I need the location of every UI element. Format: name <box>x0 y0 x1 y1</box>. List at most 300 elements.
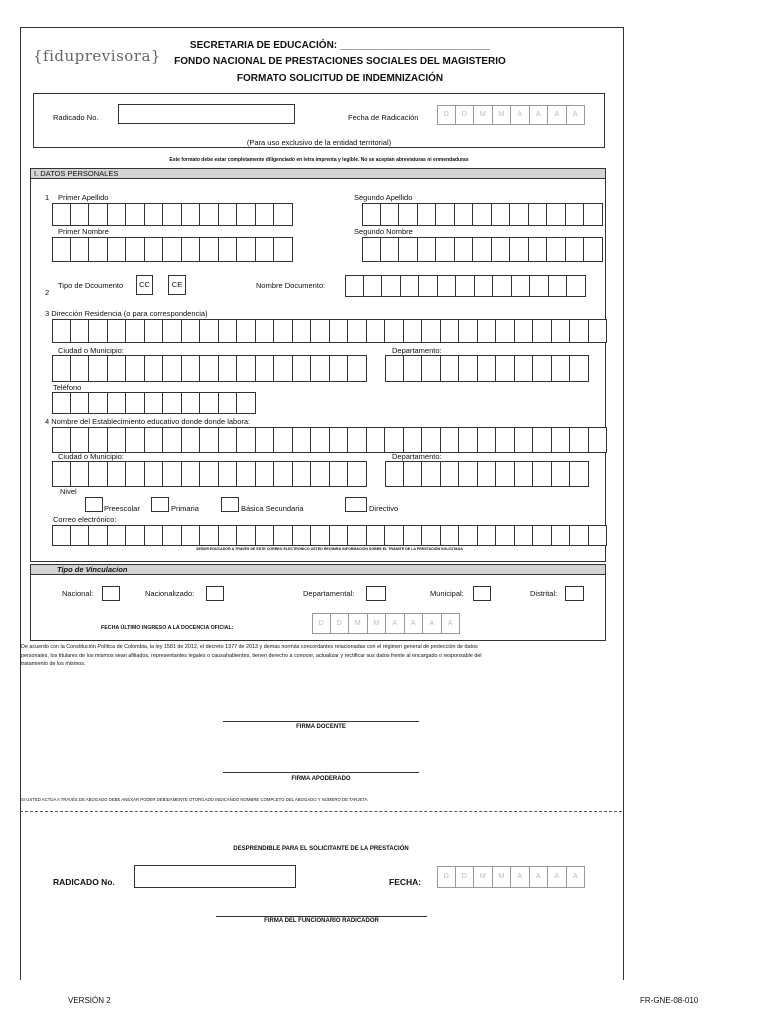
input-cell[interactable] <box>385 355 404 382</box>
input-cell[interactable] <box>237 237 256 262</box>
input-cell[interactable] <box>237 319 256 343</box>
input-cell[interactable] <box>52 355 71 382</box>
departamento-establecimiento-input[interactable] <box>385 461 589 487</box>
ciudad-establecimiento-input[interactable] <box>52 461 367 487</box>
radicado-label: Radicado No. <box>53 113 99 122</box>
input-cell[interactable] <box>399 237 418 262</box>
cut-line <box>20 811 622 812</box>
input-cell[interactable] <box>459 427 478 453</box>
primaria-checkbox[interactable] <box>151 497 169 512</box>
input-cell[interactable] <box>570 525 589 546</box>
date-cell[interactable]: M <box>349 613 368 634</box>
input-cell[interactable] <box>163 461 182 487</box>
correo-input[interactable] <box>52 525 607 546</box>
input-cell[interactable] <box>71 525 90 546</box>
primer-nombre-input[interactable] <box>52 237 293 262</box>
directivo-checkbox[interactable] <box>345 497 367 512</box>
nacionalizado-checkbox[interactable] <box>206 586 224 601</box>
nombre-documento-input[interactable] <box>345 275 586 297</box>
date-cell[interactable]: A <box>530 105 549 125</box>
date-cell[interactable]: D <box>437 866 456 888</box>
input-cell[interactable] <box>200 319 219 343</box>
input-cell[interactable] <box>293 427 312 453</box>
input-cell[interactable] <box>237 392 256 414</box>
input-cell[interactable] <box>200 461 219 487</box>
input-cell[interactable] <box>510 203 529 226</box>
preescolar-checkbox[interactable] <box>85 497 103 512</box>
input-cell[interactable] <box>515 355 534 382</box>
input-cell[interactable] <box>459 355 478 382</box>
input-cell[interactable] <box>71 392 90 414</box>
input-cell[interactable] <box>274 525 293 546</box>
municipal-label: Municipal: <box>430 589 464 598</box>
input-cell[interactable] <box>345 275 364 297</box>
input-cell[interactable] <box>399 203 418 226</box>
input-cell[interactable] <box>108 461 127 487</box>
input-cell[interactable] <box>492 203 511 226</box>
abogado-note: SI USTED ACTÚA A TRAVÉS DE ABOGADO DEBE ANEXAR PODER DEBIDAMENTE OTORGADO INDICANDO NOMBRE COMPLETO DEL ABOGADO Y NÚMERO DE TARJETA <box>21 797 368 802</box>
nacional-label: Nacional: <box>62 589 94 598</box>
input-cell[interactable] <box>533 525 552 546</box>
input-cell[interactable] <box>529 203 548 226</box>
input-cell[interactable] <box>71 427 90 453</box>
input-cell[interactable] <box>145 319 164 343</box>
input-cell[interactable] <box>570 427 589 453</box>
input-cell[interactable] <box>126 427 145 453</box>
input-cell[interactable] <box>382 275 401 297</box>
input-cell[interactable] <box>71 461 90 487</box>
input-cell[interactable] <box>552 319 571 343</box>
input-cell[interactable] <box>182 461 201 487</box>
input-cell[interactable] <box>108 237 127 262</box>
telefono-input[interactable] <box>52 392 256 414</box>
input-cell[interactable] <box>256 427 275 453</box>
input-cell[interactable] <box>473 203 492 226</box>
establecimiento-input[interactable] <box>52 427 607 453</box>
input-cell[interactable] <box>533 461 552 487</box>
input-cell[interactable] <box>200 355 219 382</box>
input-cell[interactable] <box>126 525 145 546</box>
input-cell[interactable] <box>436 237 455 262</box>
desprendible-fecha-label: FECHA: <box>389 877 422 887</box>
input-cell[interactable] <box>348 461 367 487</box>
input-cell[interactable] <box>404 319 423 343</box>
input-cell[interactable] <box>589 525 608 546</box>
input-cell[interactable] <box>566 237 585 262</box>
input-cell[interactable] <box>89 355 108 382</box>
input-cell[interactable] <box>496 427 515 453</box>
input-cell[interactable] <box>475 275 494 297</box>
input-cell[interactable] <box>422 525 441 546</box>
date-cell[interactable]: A <box>423 613 442 634</box>
input-cell[interactable] <box>274 461 293 487</box>
input-cell[interactable] <box>219 525 238 546</box>
input-cell[interactable] <box>108 203 127 226</box>
ciudad-establecimiento-label: Ciudad o Municipio: <box>58 452 124 461</box>
input-cell[interactable] <box>293 355 312 382</box>
input-cell[interactable] <box>182 319 201 343</box>
field-number-1: 1 <box>45 193 50 202</box>
input-cell[interactable] <box>552 461 571 487</box>
input-cell[interactable] <box>455 203 474 226</box>
radicado-input[interactable] <box>118 104 295 124</box>
input-cell[interactable] <box>200 203 219 226</box>
input-cell[interactable] <box>552 355 571 382</box>
input-cell[interactable] <box>419 275 438 297</box>
input-cell[interactable] <box>552 525 571 546</box>
input-cell[interactable] <box>348 427 367 453</box>
input-cell[interactable] <box>311 319 330 343</box>
input-cell[interactable] <box>182 525 201 546</box>
input-cell[interactable] <box>367 427 386 453</box>
cc-checkbox[interactable]: CC <box>136 275 153 295</box>
input-cell[interactable] <box>182 427 201 453</box>
input-cell[interactable] <box>330 355 349 382</box>
input-cell[interactable] <box>330 525 349 546</box>
input-cell[interactable] <box>492 237 511 262</box>
input-cell[interactable] <box>584 203 603 226</box>
fecha-radicacion-input[interactable] <box>437 105 585 125</box>
input-cell[interactable] <box>515 319 534 343</box>
input-cell[interactable] <box>311 427 330 453</box>
input-cell[interactable] <box>496 461 515 487</box>
input-cell[interactable] <box>89 461 108 487</box>
input-cell[interactable] <box>441 427 460 453</box>
date-cell[interactable]: A <box>386 613 405 634</box>
input-cell[interactable] <box>237 427 256 453</box>
input-cell[interactable] <box>367 319 386 343</box>
input-cell[interactable] <box>256 319 275 343</box>
input-cell[interactable] <box>311 461 330 487</box>
input-cell[interactable] <box>473 237 492 262</box>
input-cell[interactable] <box>459 461 478 487</box>
input-cell[interactable] <box>459 319 478 343</box>
input-cell[interactable] <box>219 427 238 453</box>
input-cell[interactable] <box>293 461 312 487</box>
input-cell[interactable] <box>348 355 367 382</box>
input-cell[interactable] <box>496 355 515 382</box>
input-cell[interactable] <box>512 275 531 297</box>
date-cell[interactable]: M <box>368 613 387 634</box>
input-cell[interactable] <box>422 319 441 343</box>
input-cell[interactable] <box>385 319 404 343</box>
input-cell[interactable] <box>529 237 548 262</box>
input-cell[interactable] <box>362 237 381 262</box>
input-cell[interactable] <box>256 461 275 487</box>
input-cell[interactable] <box>71 203 90 226</box>
date-cell[interactable]: A <box>442 613 461 634</box>
input-cell[interactable] <box>71 319 90 343</box>
input-cell[interactable] <box>256 355 275 382</box>
input-cell[interactable] <box>530 275 549 297</box>
input-cell[interactable] <box>478 355 497 382</box>
vinculacion-header: Tipo de Vinculacion <box>30 564 606 575</box>
input-cell[interactable] <box>455 237 474 262</box>
date-cell[interactable]: A <box>567 105 586 125</box>
input-cell[interactable] <box>256 203 275 226</box>
input-cell[interactable] <box>108 355 127 382</box>
date-cell[interactable]: M <box>493 866 512 888</box>
version-label: VERSIÓN 2 <box>68 996 111 1005</box>
input-cell[interactable] <box>478 525 497 546</box>
nacional-checkbox[interactable] <box>102 586 120 601</box>
input-cell[interactable] <box>533 427 552 453</box>
input-cell[interactable] <box>126 319 145 343</box>
input-cell[interactable] <box>145 392 164 414</box>
input-cell[interactable] <box>182 203 201 226</box>
input-cell[interactable] <box>422 355 441 382</box>
date-cell[interactable]: A <box>567 866 586 888</box>
input-cell[interactable] <box>52 237 71 262</box>
ciudad-input[interactable] <box>52 355 367 382</box>
legal-line-3: tratamiento de los mismos. <box>21 661 86 668</box>
input-cell[interactable] <box>293 319 312 343</box>
input-cell[interactable] <box>385 427 404 453</box>
input-cell[interactable] <box>52 461 71 487</box>
input-cell[interactable] <box>401 275 420 297</box>
firma-apoderado-line <box>223 772 419 773</box>
input-cell[interactable] <box>237 461 256 487</box>
input-cell[interactable] <box>493 275 512 297</box>
date-cell[interactable]: M <box>474 105 493 125</box>
input-cell[interactable] <box>126 392 145 414</box>
input-cell[interactable] <box>126 237 145 262</box>
desprendible-radicado-input[interactable] <box>134 865 296 888</box>
date-cell[interactable]: M <box>474 866 493 888</box>
establecimiento-label: 4 Nombre del Establecimiento educativo donde donde labora: <box>45 417 251 426</box>
input-cell[interactable] <box>330 427 349 453</box>
input-cell[interactable] <box>182 355 201 382</box>
input-cell[interactable] <box>348 525 367 546</box>
input-cell[interactable] <box>510 237 529 262</box>
input-cell[interactable] <box>381 203 400 226</box>
input-cell[interactable] <box>348 319 367 343</box>
date-cell[interactable]: A <box>405 613 424 634</box>
input-cell[interactable] <box>108 525 127 546</box>
input-cell[interactable] <box>330 461 349 487</box>
input-cell[interactable] <box>89 427 108 453</box>
date-cell[interactable]: D <box>331 613 350 634</box>
input-cell[interactable] <box>478 319 497 343</box>
input-cell[interactable] <box>52 525 71 546</box>
date-cell[interactable]: A <box>530 866 549 888</box>
date-cell[interactable]: M <box>493 105 512 125</box>
distrital-checkbox[interactable] <box>565 586 584 601</box>
input-cell[interactable] <box>145 525 164 546</box>
input-cell[interactable] <box>108 319 127 343</box>
input-cell[interactable] <box>89 319 108 343</box>
input-cell[interactable] <box>163 237 182 262</box>
departamental-checkbox[interactable] <box>366 586 386 601</box>
input-cell[interactable] <box>441 355 460 382</box>
input-cell[interactable] <box>237 525 256 546</box>
input-cell[interactable] <box>126 203 145 226</box>
input-cell[interactable] <box>145 355 164 382</box>
date-cell[interactable]: D <box>456 105 475 125</box>
input-cell[interactable] <box>549 275 568 297</box>
input-cell[interactable] <box>182 237 201 262</box>
input-cell[interactable] <box>478 427 497 453</box>
date-cell[interactable]: A <box>548 866 567 888</box>
input-cell[interactable] <box>89 392 108 414</box>
input-cell[interactable] <box>418 237 437 262</box>
input-cell[interactable] <box>52 319 71 343</box>
input-cell[interactable] <box>362 203 381 226</box>
date-cell[interactable]: D <box>456 866 475 888</box>
input-cell[interactable] <box>515 427 534 453</box>
input-cell[interactable] <box>126 461 145 487</box>
input-cell[interactable] <box>570 461 589 487</box>
input-cell[interactable] <box>438 275 457 297</box>
input-cell[interactable] <box>436 203 455 226</box>
input-cell[interactable] <box>567 275 586 297</box>
input-cell[interactable] <box>533 355 552 382</box>
departamento-input[interactable] <box>385 355 589 382</box>
input-cell[interactable] <box>404 525 423 546</box>
input-cell[interactable] <box>71 355 90 382</box>
input-cell[interactable] <box>404 355 423 382</box>
input-cell[interactable] <box>515 525 534 546</box>
input-cell[interactable] <box>145 237 164 262</box>
input-cell[interactable] <box>570 355 589 382</box>
secretaria-heading: SECRETARIA DE EDUCACIÓN: ___________________________ <box>189 40 491 51</box>
input-cell[interactable] <box>219 319 238 343</box>
input-cell[interactable] <box>256 237 275 262</box>
direccion-input[interactable] <box>52 319 607 343</box>
date-cell[interactable]: A <box>511 105 530 125</box>
input-cell[interactable] <box>496 525 515 546</box>
input-cell[interactable] <box>219 392 238 414</box>
date-cell[interactable]: A <box>511 866 530 888</box>
input-cell[interactable] <box>441 461 460 487</box>
input-cell[interactable] <box>533 319 552 343</box>
input-cell[interactable] <box>145 427 164 453</box>
input-cell[interactable] <box>200 427 219 453</box>
input-cell[interactable] <box>547 203 566 226</box>
input-cell[interactable] <box>418 203 437 226</box>
input-cell[interactable] <box>89 525 108 546</box>
input-cell[interactable] <box>219 203 238 226</box>
input-cell[interactable] <box>145 461 164 487</box>
input-cell[interactable] <box>163 525 182 546</box>
input-cell[interactable] <box>237 355 256 382</box>
input-cell[interactable] <box>566 203 585 226</box>
input-cell[interactable] <box>584 237 603 262</box>
input-cell[interactable] <box>219 237 238 262</box>
input-cell[interactable] <box>274 427 293 453</box>
uso-exclusivo-note: (Para uso exclusivo de la entidad territorial) <box>246 138 392 147</box>
input-cell[interactable] <box>200 392 219 414</box>
fecha-ingreso-input[interactable] <box>312 613 460 634</box>
input-cell[interactable] <box>311 525 330 546</box>
input-cell[interactable] <box>404 461 423 487</box>
date-cell[interactable]: D <box>437 105 456 125</box>
input-cell[interactable] <box>478 461 497 487</box>
input-cell[interactable] <box>182 392 201 414</box>
input-cell[interactable] <box>126 355 145 382</box>
input-cell[interactable] <box>200 237 219 262</box>
datos-personales-header: I. DATOS PERSONALES <box>30 168 606 179</box>
input-cell[interactable] <box>422 461 441 487</box>
input-cell[interactable] <box>89 237 108 262</box>
input-cell[interactable] <box>385 461 404 487</box>
ce-checkbox[interactable]: CE <box>168 275 186 295</box>
nombre-documento-label: Nombre Documento: <box>256 281 326 290</box>
input-cell[interactable] <box>364 275 383 297</box>
input-cell[interactable] <box>456 275 475 297</box>
date-cell[interactable]: D <box>312 613 331 634</box>
input-cell[interactable] <box>163 355 182 382</box>
input-cell[interactable] <box>381 237 400 262</box>
input-cell[interactable] <box>89 203 108 226</box>
input-cell[interactable] <box>52 392 71 414</box>
input-cell[interactable] <box>330 319 349 343</box>
input-cell[interactable] <box>274 237 293 262</box>
input-cell[interactable] <box>441 319 460 343</box>
primer-apellido-input[interactable] <box>52 203 293 226</box>
firma-docente-label: FIRMA DOCENTE <box>296 724 346 730</box>
input-cell[interactable] <box>52 427 71 453</box>
input-cell[interactable] <box>52 203 71 226</box>
input-cell[interactable] <box>570 319 589 343</box>
input-cell[interactable] <box>385 525 404 546</box>
input-cell[interactable] <box>163 319 182 343</box>
segundo-apellido-input[interactable] <box>362 203 603 226</box>
input-cell[interactable] <box>311 355 330 382</box>
input-cell[interactable] <box>515 461 534 487</box>
input-cell[interactable] <box>71 237 90 262</box>
desprendible-fecha-input[interactable] <box>437 866 585 888</box>
input-cell[interactable] <box>163 392 182 414</box>
input-cell[interactable] <box>237 203 256 226</box>
input-cell[interactable] <box>496 319 515 343</box>
input-cell[interactable] <box>108 427 127 453</box>
date-cell[interactable]: A <box>548 105 567 125</box>
basica-secundaria-checkbox[interactable] <box>221 497 239 512</box>
input-cell[interactable] <box>589 427 608 453</box>
input-cell[interactable] <box>422 427 441 453</box>
input-cell[interactable] <box>256 525 275 546</box>
municipal-checkbox[interactable] <box>473 586 491 601</box>
input-cell[interactable] <box>441 525 460 546</box>
input-cell[interactable] <box>219 355 238 382</box>
input-cell[interactable] <box>552 427 571 453</box>
input-cell[interactable] <box>547 237 566 262</box>
firma-funcionario-line <box>216 916 427 917</box>
input-cell[interactable] <box>219 461 238 487</box>
input-cell[interactable] <box>459 525 478 546</box>
input-cell[interactable] <box>589 319 608 343</box>
input-cell[interactable] <box>404 427 423 453</box>
input-cell[interactable] <box>108 392 127 414</box>
input-cell[interactable] <box>200 525 219 546</box>
input-cell[interactable] <box>367 525 386 546</box>
field-number-2: 2 <box>45 288 50 297</box>
input-cell[interactable] <box>145 203 164 226</box>
fondo-heading: FONDO NACIONAL DE PRESTACIONES SOCIALES DEL MAGISTERIO <box>174 56 506 67</box>
input-cell[interactable] <box>293 525 312 546</box>
desprendible-radicado-label: RADICADO No. <box>53 877 115 887</box>
legal-line-1: De acuerdo con la Constitución Política de Colombia, la ley 1581 de 2012, el decreto 1377 de 2013 y demas normás concordantes relacionadas con el régimen general de protección de datos <box>21 644 478 650</box>
input-cell[interactable] <box>274 355 293 382</box>
segundo-nombre-input[interactable] <box>362 237 603 262</box>
correo-label: Correo electrónico: <box>53 515 117 524</box>
firma-funcionario-label: FIRMA DEL FUNCIONARIO RADICADOR <box>264 918 379 924</box>
input-cell[interactable] <box>163 203 182 226</box>
input-cell[interactable] <box>274 319 293 343</box>
input-cell[interactable] <box>163 427 182 453</box>
input-cell[interactable] <box>274 203 293 226</box>
